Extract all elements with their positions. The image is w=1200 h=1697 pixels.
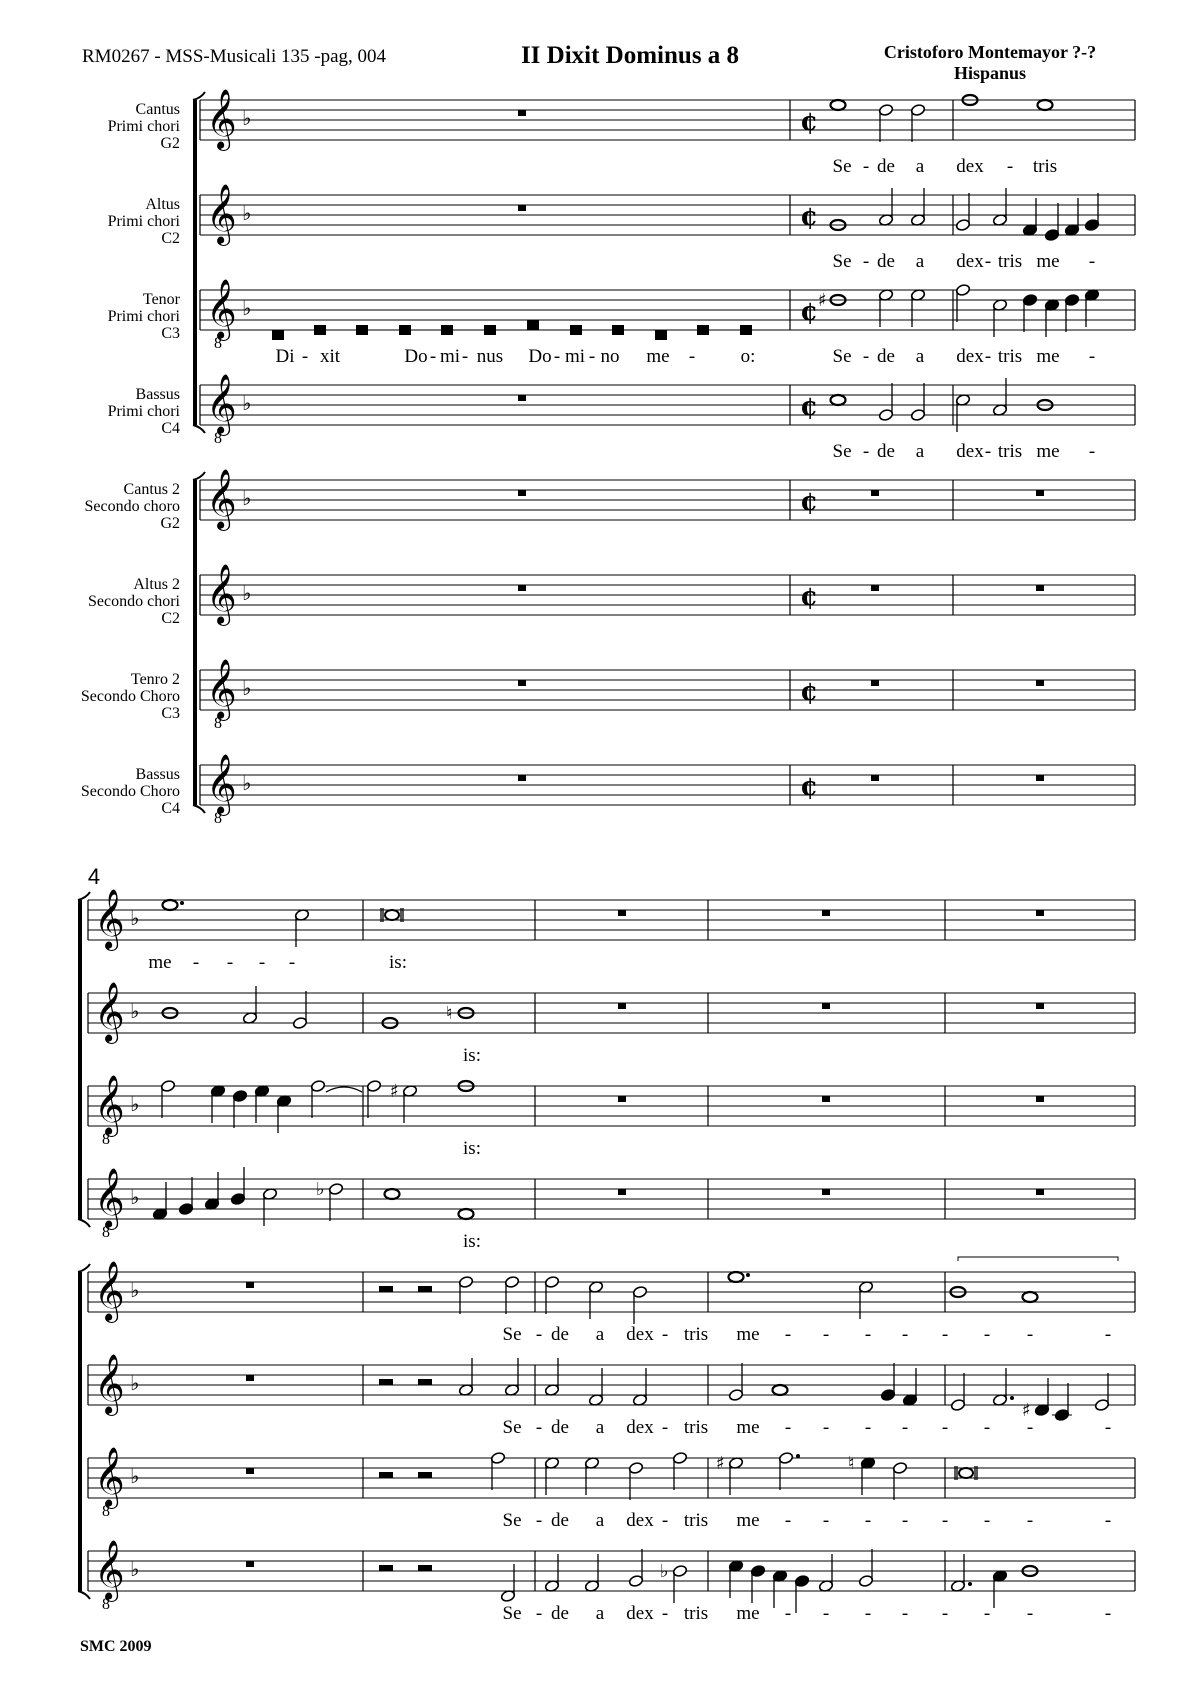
part-label: Secondo choro [84,498,180,515]
part-label: Bassus [135,766,180,783]
lyric-syllable: me [1036,251,1060,272]
whole-rest [618,1003,626,1009]
accidental: ♮ [446,1003,453,1024]
octave-mark: 8 [214,335,222,352]
lyric-hyphen: - [1088,251,1096,272]
composer-name: Cristoforo Montemayor ?-? [883,42,1097,62]
key-signature-flat: ♭ [242,391,252,415]
breve-note [697,325,709,335]
part-label: Cantus [135,101,180,118]
lyric-syllable: Do [528,346,552,367]
treble-clef: 𝄞 [94,982,125,1042]
part-label: Bassus [135,386,180,403]
breve-note [570,325,582,335]
key-signature-flat: ♭ [242,106,252,130]
octave-mark: 8 [102,1131,110,1148]
whole-rest [871,775,879,781]
half-rest [418,1379,432,1385]
treble-clef: 𝄞 [94,889,125,949]
lyric-syllable: de [551,1510,569,1531]
accidental: ♯ [716,1453,725,1474]
lyric-syllable: dex [626,1510,654,1531]
bracket-hook [193,425,205,433]
bracket-hook [193,92,205,100]
treble-clef: 𝄞 [94,1447,125,1507]
lyric-hyphen: - [864,1510,872,1531]
lyric-hyphen: - [1088,441,1096,462]
half-rest [418,1472,432,1478]
key-signature-flat: ♭ [130,1371,140,1395]
lyric-hyphen: - [941,1603,949,1624]
breve-note [399,325,411,335]
breve-note [655,330,667,340]
cut-time-signature: ¢ [800,487,819,517]
lyric-hyphen: - [984,346,992,367]
key-signature-flat: ♭ [242,771,252,795]
lyric-syllable: a [595,1510,605,1531]
lyric-syllable: tris [683,1510,709,1531]
lyric-syllable: Di [275,346,295,367]
key-signature-flat: ♭ [242,676,252,700]
augmentation-dot [968,1582,972,1586]
part-label: Cantus 2 [123,481,180,498]
lyric-syllable: Se [832,346,852,367]
augmentation-dot [1010,1396,1014,1400]
part-label: C2 [161,230,180,247]
lyric-hyphen: - [862,251,870,272]
treble-clef: 𝄞 [206,279,237,339]
part-label: Secondo Choro [80,688,180,705]
lyric-hyphen: - [661,1510,669,1531]
augmentation-dot [796,1454,800,1458]
lyric-hyphen: - [941,1417,949,1438]
lyric-syllable: a [595,1324,605,1345]
half-rest [379,1472,393,1478]
lyric-syllable: dex [626,1417,654,1438]
key-signature-flat: ♭ [130,906,140,930]
part-label: Primi chori [107,213,180,230]
lyric-hyphen: - [983,1510,991,1531]
lyric-hyphen: - [862,441,870,462]
treble-clef: 𝄞 [206,89,237,149]
whole-rest [822,910,830,916]
lyric-hyphen: - [984,441,992,462]
part-label: C2 [161,610,180,627]
part-label: Primi chori [107,403,180,420]
lyric-syllable: de [877,441,895,462]
accidental: ♯ [1022,1400,1031,1421]
cut-time-signature: ¢ [800,677,819,707]
whole-rest [822,1003,830,1009]
lyric-syllable: Se [502,1510,522,1531]
lyric-syllable: Se [502,1324,522,1345]
octave-mark: 8 [102,1224,110,1241]
treble-clef: 𝄞 [206,469,237,529]
lyric-hyphen: - [864,1603,872,1624]
lyric-syllable: is: [463,1045,481,1066]
lyric-hyphen: - [862,346,870,367]
lyric-syllable: dex [626,1324,654,1345]
part-label: Altus 2 [133,576,180,593]
lyric-syllable: no [600,346,620,367]
lyric-syllable: tris [683,1603,709,1624]
whole-rest [246,1561,254,1567]
breve-note [527,320,539,330]
whole-rest [518,490,526,496]
lyric-syllable: o: [740,346,756,367]
breve-note [959,1468,973,1478]
measure-number: 4 [87,864,101,889]
accidental: ♭ [316,1179,325,1200]
lyric-syllable: dex [626,1603,654,1624]
whole-rest [871,585,879,591]
lyric-syllable: a [595,1603,605,1624]
lyric-syllable: tris [997,441,1023,462]
bracket-hook [78,1219,90,1227]
breve-note [740,325,752,335]
bracket-hook [78,1264,90,1272]
part-label: G2 [160,135,180,152]
lyric-hyphen: - [1026,1324,1034,1345]
cut-time-signature: ¢ [800,772,819,802]
lyric-hyphen: - [983,1417,991,1438]
lyric-hyphen: - [429,346,437,367]
whole-rest [1036,1189,1044,1195]
whole-rest [871,680,879,686]
lyric-syllable: me [736,1603,760,1624]
accidental: ♯ [390,1081,399,1102]
treble-clef: 𝄞 [94,1354,125,1414]
source-reference: RM0267 - MSS-Musicali 135 -pag, 004 [82,46,386,67]
octave-mark: 8 [102,1503,110,1520]
half-rest [379,1379,393,1385]
lyric-hyphen: - [941,1324,949,1345]
treble-clef: 𝄞 [206,564,237,624]
part-label: Tenor [142,291,180,308]
whole-note [831,100,846,110]
whole-rest [618,1096,626,1102]
whole-rest [1036,1003,1044,1009]
lyric-hyphen: - [535,1324,543,1345]
treble-clef: 𝄞 [94,1075,125,1135]
lyric-syllable: me [736,1324,760,1345]
lyric-syllable: is: [463,1231,481,1252]
lyric-syllable: Se [832,441,852,462]
key-signature-flat: ♭ [130,1185,140,1209]
breve-note [272,330,284,340]
whole-rest [618,910,626,916]
whole-rest [246,1282,254,1288]
whole-rest [822,1096,830,1102]
lyric-syllable: a [915,251,925,272]
lyric-hyphen: - [1088,346,1096,367]
lyric-hyphen: - [588,346,596,367]
lyric-hyphen: - [1006,156,1014,177]
bracket-hook [193,805,205,813]
lyric-hyphen: - [535,1417,543,1438]
key-signature-flat: ♭ [242,486,252,510]
ligature-bracket [958,1257,1118,1261]
accidental: ♮ [848,1453,855,1474]
lyric-syllable: xit [319,346,341,367]
lyric-syllable: me [148,952,172,973]
cut-time-signature: ¢ [800,202,819,232]
lyric-hyphen: - [901,1324,909,1345]
breve-note [385,910,399,920]
whole-rest [518,775,526,781]
octave-mark: 8 [214,715,222,732]
breve-note [612,325,624,335]
lyric-hyphen: - [864,1417,872,1438]
treble-clef: 𝄞 [206,184,237,244]
lyric-syllable: a [915,346,925,367]
lyric-syllable: me [736,1417,760,1438]
lyric-syllable: dex [956,251,984,272]
lyric-hyphen: - [1026,1603,1034,1624]
whole-note [1038,100,1053,110]
lyric-hyphen: - [784,1603,792,1624]
lyric-hyphen: - [1104,1603,1112,1624]
cut-time-signature: ¢ [800,392,819,422]
part-label: C3 [161,705,180,722]
lyric-syllable: me [646,346,670,367]
treble-clef: 𝄞 [94,1261,125,1321]
lyric-syllable: a [915,441,925,462]
lyric-syllable: de [551,1603,569,1624]
half-rest [418,1286,432,1292]
lyric-hyphen: - [822,1603,830,1624]
treble-clef: 𝄞 [94,1168,125,1228]
lyric-hyphen: - [553,346,561,367]
part-label: Tenro 2 [130,671,180,688]
treble-clef: 𝄞 [206,754,237,814]
lyric-hyphen: - [301,346,309,367]
whole-note [729,1272,744,1282]
lyric-syllable: de [551,1417,569,1438]
accidental: ♯ [818,290,827,311]
lyric-hyphen: - [784,1510,792,1531]
lyric-syllable: Do [404,346,428,367]
tie [326,1087,362,1092]
whole-note [459,1209,474,1219]
part-label: C3 [161,325,180,342]
key-signature-flat: ♭ [242,581,252,605]
octave-mark: 8 [214,810,222,827]
whole-rest [1036,585,1044,591]
breve-note [441,325,453,335]
treble-clef: 𝄞 [94,1540,125,1600]
lyric-syllable: dex [956,346,984,367]
lyric-syllable: tris [997,251,1023,272]
lyric-syllable: tris [997,346,1023,367]
octave-mark: 8 [102,1596,110,1613]
whole-rest [871,490,879,496]
lyric-hyphen: - [1104,1510,1112,1531]
part-label: Primi chori [107,118,180,135]
lyric-syllable: mi [439,346,461,367]
lyric-hyphen: - [1104,1324,1112,1345]
lyric-syllable: me [736,1510,760,1531]
lyric-hyphen: - [984,251,992,272]
lyric-hyphen: - [535,1510,543,1531]
bracket-hook [78,1591,90,1599]
part-label: Altus [145,196,180,213]
cut-time-signature: ¢ [800,297,819,327]
lyric-syllable: nus [476,346,504,367]
cut-time-signature: ¢ [800,107,819,137]
breve-note [356,325,368,335]
key-signature-flat: ♭ [130,999,140,1023]
part-label: Secondo Choro [80,783,180,800]
lyric-syllable: de [877,346,895,367]
lyric-hyphen: - [901,1510,909,1531]
key-signature-flat: ♭ [130,1464,140,1488]
whole-note [163,900,178,910]
lyric-hyphen: - [983,1603,991,1624]
lyric-hyphen: - [784,1417,792,1438]
whole-rest [618,1189,626,1195]
lyric-hyphen: - [901,1417,909,1438]
whole-rest [1036,490,1044,496]
lyric-syllable: me [1036,346,1060,367]
whole-rest [518,585,526,591]
whole-note [385,1189,400,1199]
lyric-syllable: Se [832,156,852,177]
bracket-hook [78,892,90,900]
whole-note [773,1385,788,1395]
lyric-syllable: dex [956,156,984,177]
lyric-hyphen: - [784,1324,792,1345]
lyric-hyphen: - [288,952,296,973]
cut-time-signature: ¢ [800,582,819,612]
whole-note [1023,1292,1038,1302]
lyric-syllable: tris [683,1324,709,1345]
lyric-syllable: de [877,156,895,177]
whole-rest [1036,775,1044,781]
breve-note [484,325,496,335]
half-rest [418,1565,432,1571]
half-rest [379,1565,393,1571]
lyric-syllable: is: [463,1138,481,1159]
lyric-hyphen: - [983,1324,991,1345]
footer-credit: SMC 2009 [80,1638,152,1655]
part-label: C4 [161,420,180,437]
bracket-hook [193,472,205,480]
lyric-syllable: Se [502,1603,522,1624]
whole-rest [518,395,526,401]
whole-rest [246,1375,254,1381]
part-label: Primi chori [107,308,180,325]
lyric-hyphen: - [864,1324,872,1345]
lyric-syllable: mi [564,346,586,367]
key-signature-flat: ♭ [130,1092,140,1116]
lyric-hyphen: - [258,952,266,973]
lyric-syllable: a [595,1417,605,1438]
lyric-syllable: Se [502,1417,522,1438]
lyric-hyphen: - [822,1510,830,1531]
lyric-hyphen: - [661,1324,669,1345]
part-label: Secondo chori [88,593,180,610]
lyric-syllable: tris [1032,156,1058,177]
augmentation-dot [180,901,184,905]
lyric-syllable: a [915,156,925,177]
whole-rest [1036,1096,1044,1102]
whole-rest [822,1189,830,1195]
lyric-hyphen: - [461,346,469,367]
lyric-hyphen: - [822,1324,830,1345]
whole-rest [518,205,526,211]
lyric-hyphen: - [941,1510,949,1531]
lyric-hyphen: - [688,346,696,367]
lyric-hyphen: - [1026,1417,1034,1438]
piece-title: II Dixit Dominus a 8 [520,42,740,69]
lyric-hyphen: - [661,1603,669,1624]
lyric-hyphen: - [661,1417,669,1438]
lyric-hyphen: - [822,1417,830,1438]
composer-origin: Hispanus [953,63,1027,83]
lyric-syllable: de [551,1324,569,1345]
lyric-syllable: dex [956,441,984,462]
whole-rest [518,110,526,116]
lyric-hyphen: - [1104,1417,1112,1438]
key-signature-flat: ♭ [242,201,252,225]
breve-note [314,325,326,335]
whole-rest [1036,680,1044,686]
treble-clef: 𝄞 [206,659,237,719]
lyric-hyphen: - [535,1603,543,1624]
whole-rest [246,1468,254,1474]
treble-clef: 𝄞 [206,374,237,434]
lyric-hyphen: - [226,952,234,973]
lyric-hyphen: - [192,952,200,973]
part-label: G2 [160,515,180,532]
lyric-syllable: Se [832,251,852,272]
key-signature-flat: ♭ [130,1557,140,1581]
part-label: C4 [161,800,180,817]
lyric-syllable: de [877,251,895,272]
octave-mark: 8 [214,430,222,447]
lyric-hyphen: - [862,156,870,177]
key-signature-flat: ♭ [130,1278,140,1302]
half-rest [379,1286,393,1292]
augmentation-dot [746,1273,750,1277]
lyric-syllable: me [1036,441,1060,462]
accidental: ♭ [660,1561,669,1582]
lyric-hyphen: - [901,1603,909,1624]
key-signature-flat: ♭ [242,296,252,320]
lyric-hyphen: - [1026,1510,1034,1531]
whole-rest [1036,910,1044,916]
whole-note [831,395,846,405]
lyric-syllable: is: [389,952,407,973]
whole-rest [518,680,526,686]
lyric-syllable: tris [683,1417,709,1438]
